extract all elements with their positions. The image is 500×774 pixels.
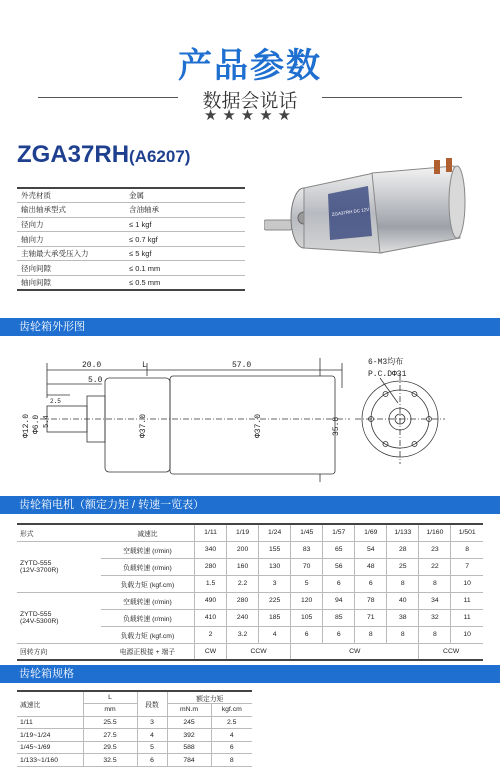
table-cell: 240: [227, 609, 259, 626]
spec-label: 主轴最大承受压入力: [17, 246, 125, 261]
table-cell: 588: [167, 741, 211, 754]
table-row: [17, 188, 245, 203]
table-cell: 23: [419, 541, 451, 558]
table-header-row: [17, 691, 252, 704]
table-cell: 160: [227, 558, 259, 575]
spec-value: ≤ 0.7 kgf: [125, 232, 245, 247]
output-shaft: [264, 220, 292, 230]
table-cell: 4: [137, 729, 167, 742]
gearbox-outline-drawing: [20, 348, 490, 483]
form-voltage: (24V-5300R): [20, 617, 59, 625]
motor-outline: [170, 376, 335, 474]
table-cell: 5: [291, 575, 323, 592]
table-row: [17, 276, 245, 291]
spec-table: [17, 187, 245, 291]
table-cell: 2: [195, 626, 227, 643]
ratio-header: 1/24: [259, 524, 291, 541]
ratio-header: 1/57: [323, 524, 355, 541]
gearbox-outline: [105, 378, 170, 472]
col-header-kgf: kgf.cm: [211, 704, 252, 717]
table-cell: 4: [211, 729, 252, 742]
motor-can: [372, 166, 460, 253]
table-row: [17, 729, 252, 742]
table-row: [17, 643, 483, 660]
pcd-note: P.C.DΦ31: [368, 370, 407, 379]
table-cell: 1/133~1/160: [17, 754, 83, 767]
table-row: [17, 541, 483, 558]
terminal-right: [446, 158, 452, 172]
hole-note: 6-M3均布: [368, 358, 404, 367]
model-variant: (A6207): [129, 147, 191, 166]
table-cell: 155: [259, 541, 291, 558]
table-cell: 4: [259, 626, 291, 643]
spec-label: 输出轴承型式: [17, 203, 125, 218]
form-model: ZYTD-555: [20, 610, 52, 618]
table-cell: 48: [355, 558, 387, 575]
table-cell: 56: [323, 558, 355, 575]
spec-label: 轴向力: [17, 232, 125, 247]
table-cell: 8: [355, 626, 387, 643]
form-voltage: (12V-3700R): [20, 566, 59, 574]
table-cell: 11: [451, 592, 483, 609]
table-cell: 71: [355, 609, 387, 626]
table-cell: 410: [195, 609, 227, 626]
spec-label: 径向间隙: [17, 261, 125, 276]
table-row: [17, 246, 245, 261]
table-cell: 7: [451, 558, 483, 575]
spec-label: 径向力: [17, 217, 125, 232]
row-label: 负载转速 (r/min): [101, 558, 195, 575]
table-cell: 10: [451, 626, 483, 643]
table-cell: 94: [323, 592, 355, 609]
dim-label-5: 5.0: [88, 376, 103, 385]
terminal-left: [434, 160, 440, 174]
ratio-header: 1/133: [387, 524, 419, 541]
table-cell: 27.5: [83, 729, 137, 742]
table-cell: 8: [451, 541, 483, 558]
table-cell: 22: [419, 558, 451, 575]
motor-label-text: ZGA37RH DC 12V: [331, 206, 370, 217]
table-cell: 40: [387, 592, 419, 609]
table-cell: 78: [355, 592, 387, 609]
section-bar-gear: 齿轮箱规格: [0, 665, 500, 683]
table-cell: 34: [419, 592, 451, 609]
table-cell: 130: [259, 558, 291, 575]
table-cell: 25.5: [83, 716, 137, 729]
spec-value: ≤ 1 kgf: [125, 217, 245, 232]
dim-label-35-8: 35.8: [332, 416, 341, 436]
table-row: [17, 232, 245, 247]
table-cell: 54: [355, 541, 387, 558]
table-cell: 1/19~1/24: [17, 729, 83, 742]
table-cell: 6: [291, 626, 323, 643]
table-row: [17, 741, 252, 754]
ratio-header: 1/160: [419, 524, 451, 541]
table-cell: 2.5: [211, 716, 252, 729]
table-cell: 6: [323, 575, 355, 592]
row-label: 负载转速 (r/min): [101, 609, 195, 626]
col-header-ratio: 减速比: [17, 691, 83, 716]
table-cell: 70: [291, 558, 323, 575]
table-cell: 11: [451, 609, 483, 626]
table-cell: 3: [259, 575, 291, 592]
ratio-table: [17, 523, 483, 661]
table-cell: 280: [227, 592, 259, 609]
table-cell: 490: [195, 592, 227, 609]
dim-label-L: L: [142, 361, 147, 370]
section-bar-drawing: 齿轮箱外形图: [0, 318, 500, 336]
table-cell: 3: [137, 716, 167, 729]
row-label: 空载转速 (r/min): [101, 541, 195, 558]
table-cell: 225: [259, 592, 291, 609]
spec-value: ≤ 0.5 mm: [125, 276, 245, 291]
form-cell: [17, 592, 101, 643]
table-cell: 8: [211, 754, 252, 767]
table-cell: 6: [323, 626, 355, 643]
table-cell: 392: [167, 729, 211, 742]
table-cell: 245: [167, 716, 211, 729]
table-cell: 120: [291, 592, 323, 609]
table-cell: 29.5: [83, 741, 137, 754]
section-bar-ratio: 齿轮箱电机（额定力矩 / 转速一览表）: [0, 496, 500, 514]
ratio-header: 1/45: [291, 524, 323, 541]
table-cell: 8: [387, 575, 419, 592]
col-header-torque: 额定力矩: [167, 691, 252, 704]
form-model: ZYTD-555: [20, 559, 52, 567]
table-cell: 32: [419, 609, 451, 626]
table-cell: 105: [291, 609, 323, 626]
col-header-form: 形式: [17, 524, 101, 541]
col-header-mnm: mN.m: [167, 704, 211, 717]
spec-value: 含油轴承: [125, 203, 245, 218]
dim-label-5-4: 5.4: [43, 415, 51, 428]
dim-label-d37-motor: Φ37.0: [254, 413, 263, 438]
spec-value: ≤ 0.1 mm: [125, 261, 245, 276]
table-cell: 6: [137, 754, 167, 767]
table-cell: 784: [167, 754, 211, 767]
table-cell: 8: [419, 575, 451, 592]
model-code: ZGA37RH: [17, 141, 130, 168]
table-cell: 1/11: [17, 716, 83, 729]
table-row: [17, 261, 245, 276]
rotation-label: 回转方向: [17, 643, 101, 660]
gear-table: [17, 690, 252, 767]
table-cell: 25: [387, 558, 419, 575]
page-subtitle: 数据会说话: [202, 90, 298, 112]
table-cell: 340: [195, 541, 227, 558]
table-cell: 83: [291, 541, 323, 558]
form-cell: [17, 541, 101, 592]
ratio-header: 1/69: [355, 524, 387, 541]
table-cell: 10: [451, 575, 483, 592]
motor-photo: [264, 158, 469, 258]
table-cell: 200: [227, 541, 259, 558]
rotation-cell: CCW: [227, 643, 291, 660]
table-cell: 5: [137, 741, 167, 754]
dim-label-d6: Φ6.0: [32, 414, 41, 434]
page-title: 产品参数: [178, 46, 322, 86]
table-row: [17, 754, 252, 767]
spec-value: ≤ 5 kgf: [125, 246, 245, 261]
table-cell: 85: [323, 609, 355, 626]
dim-label-20: 20.0: [82, 361, 102, 370]
spec-value: 金属: [125, 188, 245, 203]
col-header-stages: 段数: [137, 691, 167, 716]
table-cell: 280: [195, 558, 227, 575]
col-header-L: L: [83, 691, 137, 704]
ratio-header: 1/11: [195, 524, 227, 541]
star-rating: ★★★★★: [203, 107, 297, 124]
table-cell: 185: [259, 609, 291, 626]
col-header-ratio: 减速比: [101, 524, 195, 541]
table-cell: 32.5: [83, 754, 137, 767]
table-cell: 65: [323, 541, 355, 558]
rotation-note: 电源正极接 + 端子: [101, 643, 195, 660]
ratio-header: 1/501: [451, 524, 483, 541]
table-header-row: [17, 524, 483, 541]
table-cell: 28: [387, 541, 419, 558]
table-cell: 1/45~1/69: [17, 741, 83, 754]
table-cell: 3.2: [227, 626, 259, 643]
rotation-cell: CW: [291, 643, 419, 660]
table-cell: 8: [387, 626, 419, 643]
table-cell: 6: [211, 741, 252, 754]
dim-label-57: 57.0: [232, 361, 252, 370]
row-label: 负载力矩 (kgf.cm): [101, 626, 195, 643]
dim-label-d37-gearbox: Φ37.0: [139, 413, 148, 438]
table-cell: 38: [387, 609, 419, 626]
motor-endcap: [449, 166, 465, 238]
table-row: [17, 716, 252, 729]
dim-label-d12: Φ12.0: [22, 413, 31, 438]
table-row: [17, 592, 483, 609]
dim-label-2-5: 2.5: [50, 398, 61, 405]
table-row: [17, 217, 245, 232]
spec-label: 外壳材质: [17, 188, 125, 203]
row-label: 空载转速 (r/min): [101, 592, 195, 609]
table-cell: 1.5: [195, 575, 227, 592]
model-name: [17, 141, 190, 169]
rotation-cell: CCW: [419, 643, 483, 660]
rotation-cell: CW: [195, 643, 227, 660]
header: [0, 0, 500, 130]
col-header-mm: mm: [83, 704, 137, 717]
table-cell: 2.2: [227, 575, 259, 592]
row-label: 负载力矩 (kgf.cm): [101, 575, 195, 592]
table-row: [17, 203, 245, 218]
ratio-header: 1/19: [227, 524, 259, 541]
table-cell: 6: [355, 575, 387, 592]
table-cell: 8: [419, 626, 451, 643]
spec-label: 轴向间隙: [17, 276, 125, 291]
